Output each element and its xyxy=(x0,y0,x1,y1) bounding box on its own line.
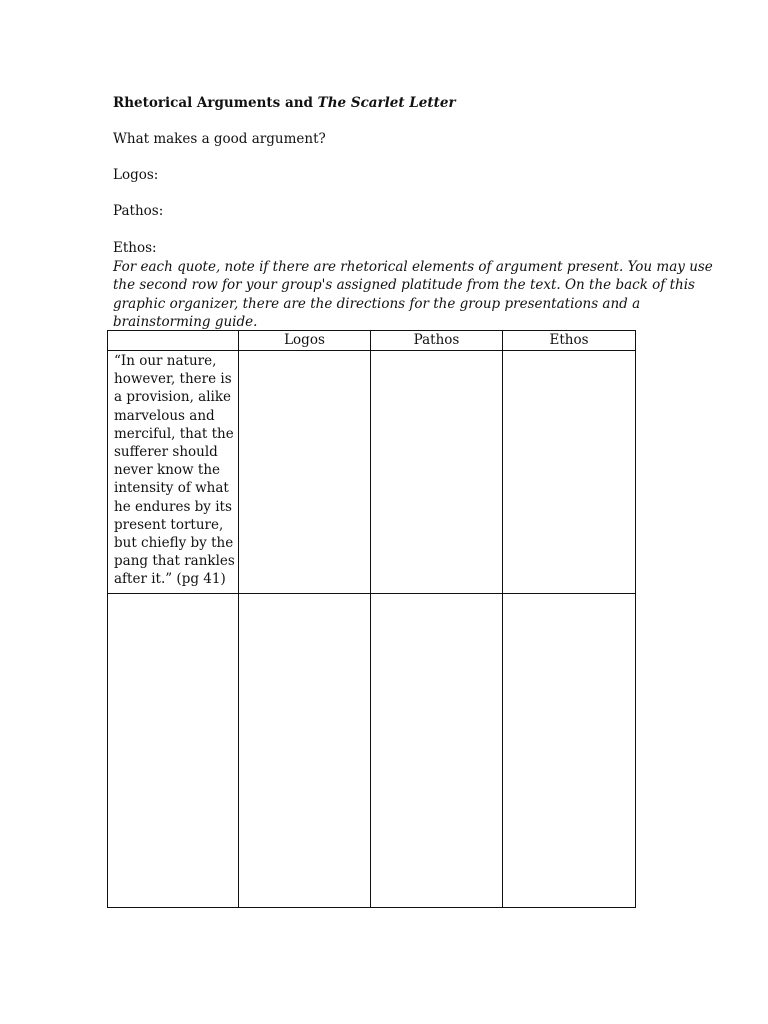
quote-line: a provision, alike xyxy=(114,389,232,406)
quote-line: present torture, xyxy=(114,516,224,533)
quote-line: “In our nature, xyxy=(114,353,217,369)
instructions xyxy=(113,258,713,331)
quote-line: never know the xyxy=(114,462,221,479)
title-plain: Rhetorical Arguments and xyxy=(113,95,318,111)
worksheet-title xyxy=(113,94,456,112)
instructions-line: For each quote, note if there are rhetorical elements of argument present. You may use xyxy=(113,259,713,275)
guiding-question: What makes a good argument? xyxy=(113,131,326,147)
instructions-line: the second row for your group's assigned platitude from the text. On the back of this xyxy=(113,277,695,294)
quote-line: sufferer should xyxy=(114,444,218,461)
platitude-pathos-cell[interactable] xyxy=(371,594,503,908)
ethos-response-cell[interactable] xyxy=(503,351,636,594)
header-cell-ethos: Ethos xyxy=(503,331,636,351)
quote-line: marvelous and xyxy=(114,407,215,424)
instructions-line: graphic organizer, there are the directions for the group presentations and a xyxy=(113,295,641,312)
header-cell-pathos: Pathos xyxy=(371,331,503,351)
quote-line: intensity of what xyxy=(114,480,229,497)
quote-cell xyxy=(108,351,239,594)
logos-label: Logos: xyxy=(113,167,159,183)
pathos-label: Pathos: xyxy=(113,203,164,219)
quote-line: pang that rankles xyxy=(114,553,235,570)
table-row-group-platitude xyxy=(108,594,636,908)
quote-text xyxy=(108,351,238,589)
header-row xyxy=(108,331,636,351)
instructions-line: brainstorming guide. xyxy=(113,313,258,330)
platitude-ethos-cell[interactable] xyxy=(503,594,636,908)
table-row-quote xyxy=(108,351,636,594)
platitude-quote-cell[interactable] xyxy=(108,594,239,908)
quote-line: but chiefly by the xyxy=(114,535,234,552)
header-cell-quote xyxy=(108,331,239,351)
quote-line: he endures by its xyxy=(114,498,232,515)
quote-line: after it.” (pg 41) xyxy=(114,571,226,588)
ethos-label: Ethos: xyxy=(113,240,157,256)
graphic-organizer-table xyxy=(107,330,636,908)
platitude-logos-cell[interactable] xyxy=(239,594,371,908)
quote-line: however, there is xyxy=(114,371,232,388)
header-cell-logos: Logos xyxy=(239,331,371,351)
title-book-name: The Scarlet Letter xyxy=(317,95,456,111)
pathos-response-cell[interactable] xyxy=(371,351,503,594)
logos-response-cell[interactable] xyxy=(239,351,371,594)
quote-line: merciful, that the xyxy=(114,425,234,442)
